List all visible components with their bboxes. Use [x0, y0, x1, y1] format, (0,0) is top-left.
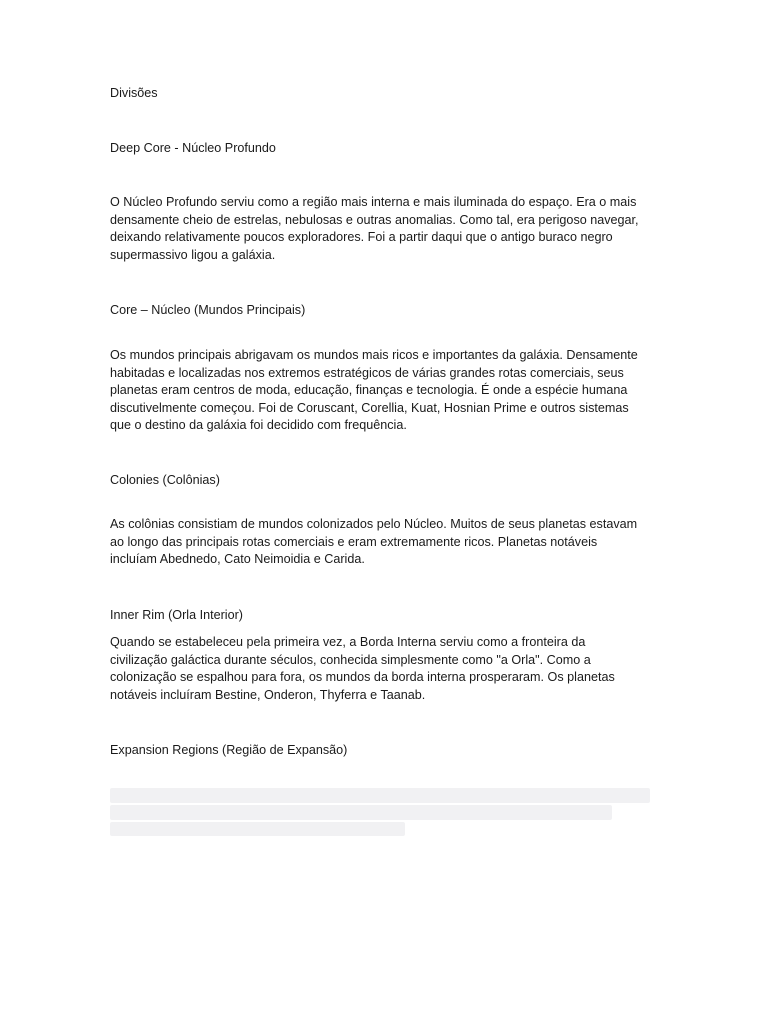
- paragraph-line: Os mundos principais abrigavam os mundos mais ricos e importantes da galáxia. Densamente: [110, 348, 638, 362]
- paragraph-line: deixando relativamente poucos exploradores. Foi a partir daqui que o antigo buraco negro: [110, 230, 613, 245]
- paragraph-line: planetas eram centros de moda, educação, finanças e tecnologia. É onde a espécie humana: [110, 383, 628, 398]
- blurred-text-line: [110, 805, 612, 820]
- paragraph-line: incluíam Abednedo, Cato Neimoidia e Carida.: [110, 552, 365, 567]
- paragraph-line: supermassivo ligou a galáxia.: [110, 247, 276, 262]
- paragraph-line: discutivelmente começou. Foi de Coruscant, Corellia, Kuat, Hosnian Prime e outros sistemas: [110, 400, 629, 415]
- section-body-core: [110, 347, 670, 435]
- section-body-colonies: [110, 516, 670, 569]
- paragraph-line: colonização se espalhou para fora, os mundos da borda interna prosperaram. Os planetas: [110, 670, 615, 685]
- section-title-core: Core – Núcleo (Mundos Principais): [110, 303, 306, 317]
- paragraph-line: ao longo das principais rotas comerciais e eram extremamente ricos. Planetas notáveis: [110, 534, 598, 549]
- paragraph-line: As colônias consistiam de mundos colonizados pelo Núcleo. Muitos de seus planetas estavam: [110, 517, 638, 531]
- paragraph-line: civilização galáctica durante séculos, conhecida simplesmente como "a Orla". Como a: [110, 652, 591, 667]
- paragraph-line: Quando se estabeleceu pela primeira vez, a Borda Interna serviu como a fronteira da: [110, 635, 586, 649]
- section-title-expansion-regions: Expansion Regions (Região de Expansão): [110, 743, 348, 757]
- paragraph-line: habitadas e localizadas nos extremos estratégicos de várias grandes rotas comerciais, seus: [110, 365, 624, 380]
- section-title-colonies: Colonies (Colônias): [110, 473, 220, 487]
- section-title-inner-rim: Inner Rim (Orla Interior): [110, 608, 243, 622]
- blurred-text-line: [110, 822, 405, 836]
- paragraph-line: densamente cheio de estrelas, nebulosas e outras anomalias. Como tal, era perigoso navegar,: [110, 212, 639, 227]
- section-body-inner-rim: [110, 634, 670, 704]
- section-body-deep-core: [110, 194, 670, 264]
- paragraph-line: notáveis incluíram Bestine, Onderon, Thyferra e Taanab.: [110, 687, 426, 702]
- blurred-text-line: [110, 788, 650, 803]
- paragraph-line: que o destino da galáxia foi decidido com frequência.: [110, 418, 407, 433]
- document-heading: Divisões: [110, 86, 158, 100]
- section-title-deep-core: Deep Core - Núcleo Profundo: [110, 141, 276, 155]
- paragraph-line: O Núcleo Profundo serviu como a região mais interna e mais iluminada do espaço. Era o mais: [110, 195, 637, 209]
